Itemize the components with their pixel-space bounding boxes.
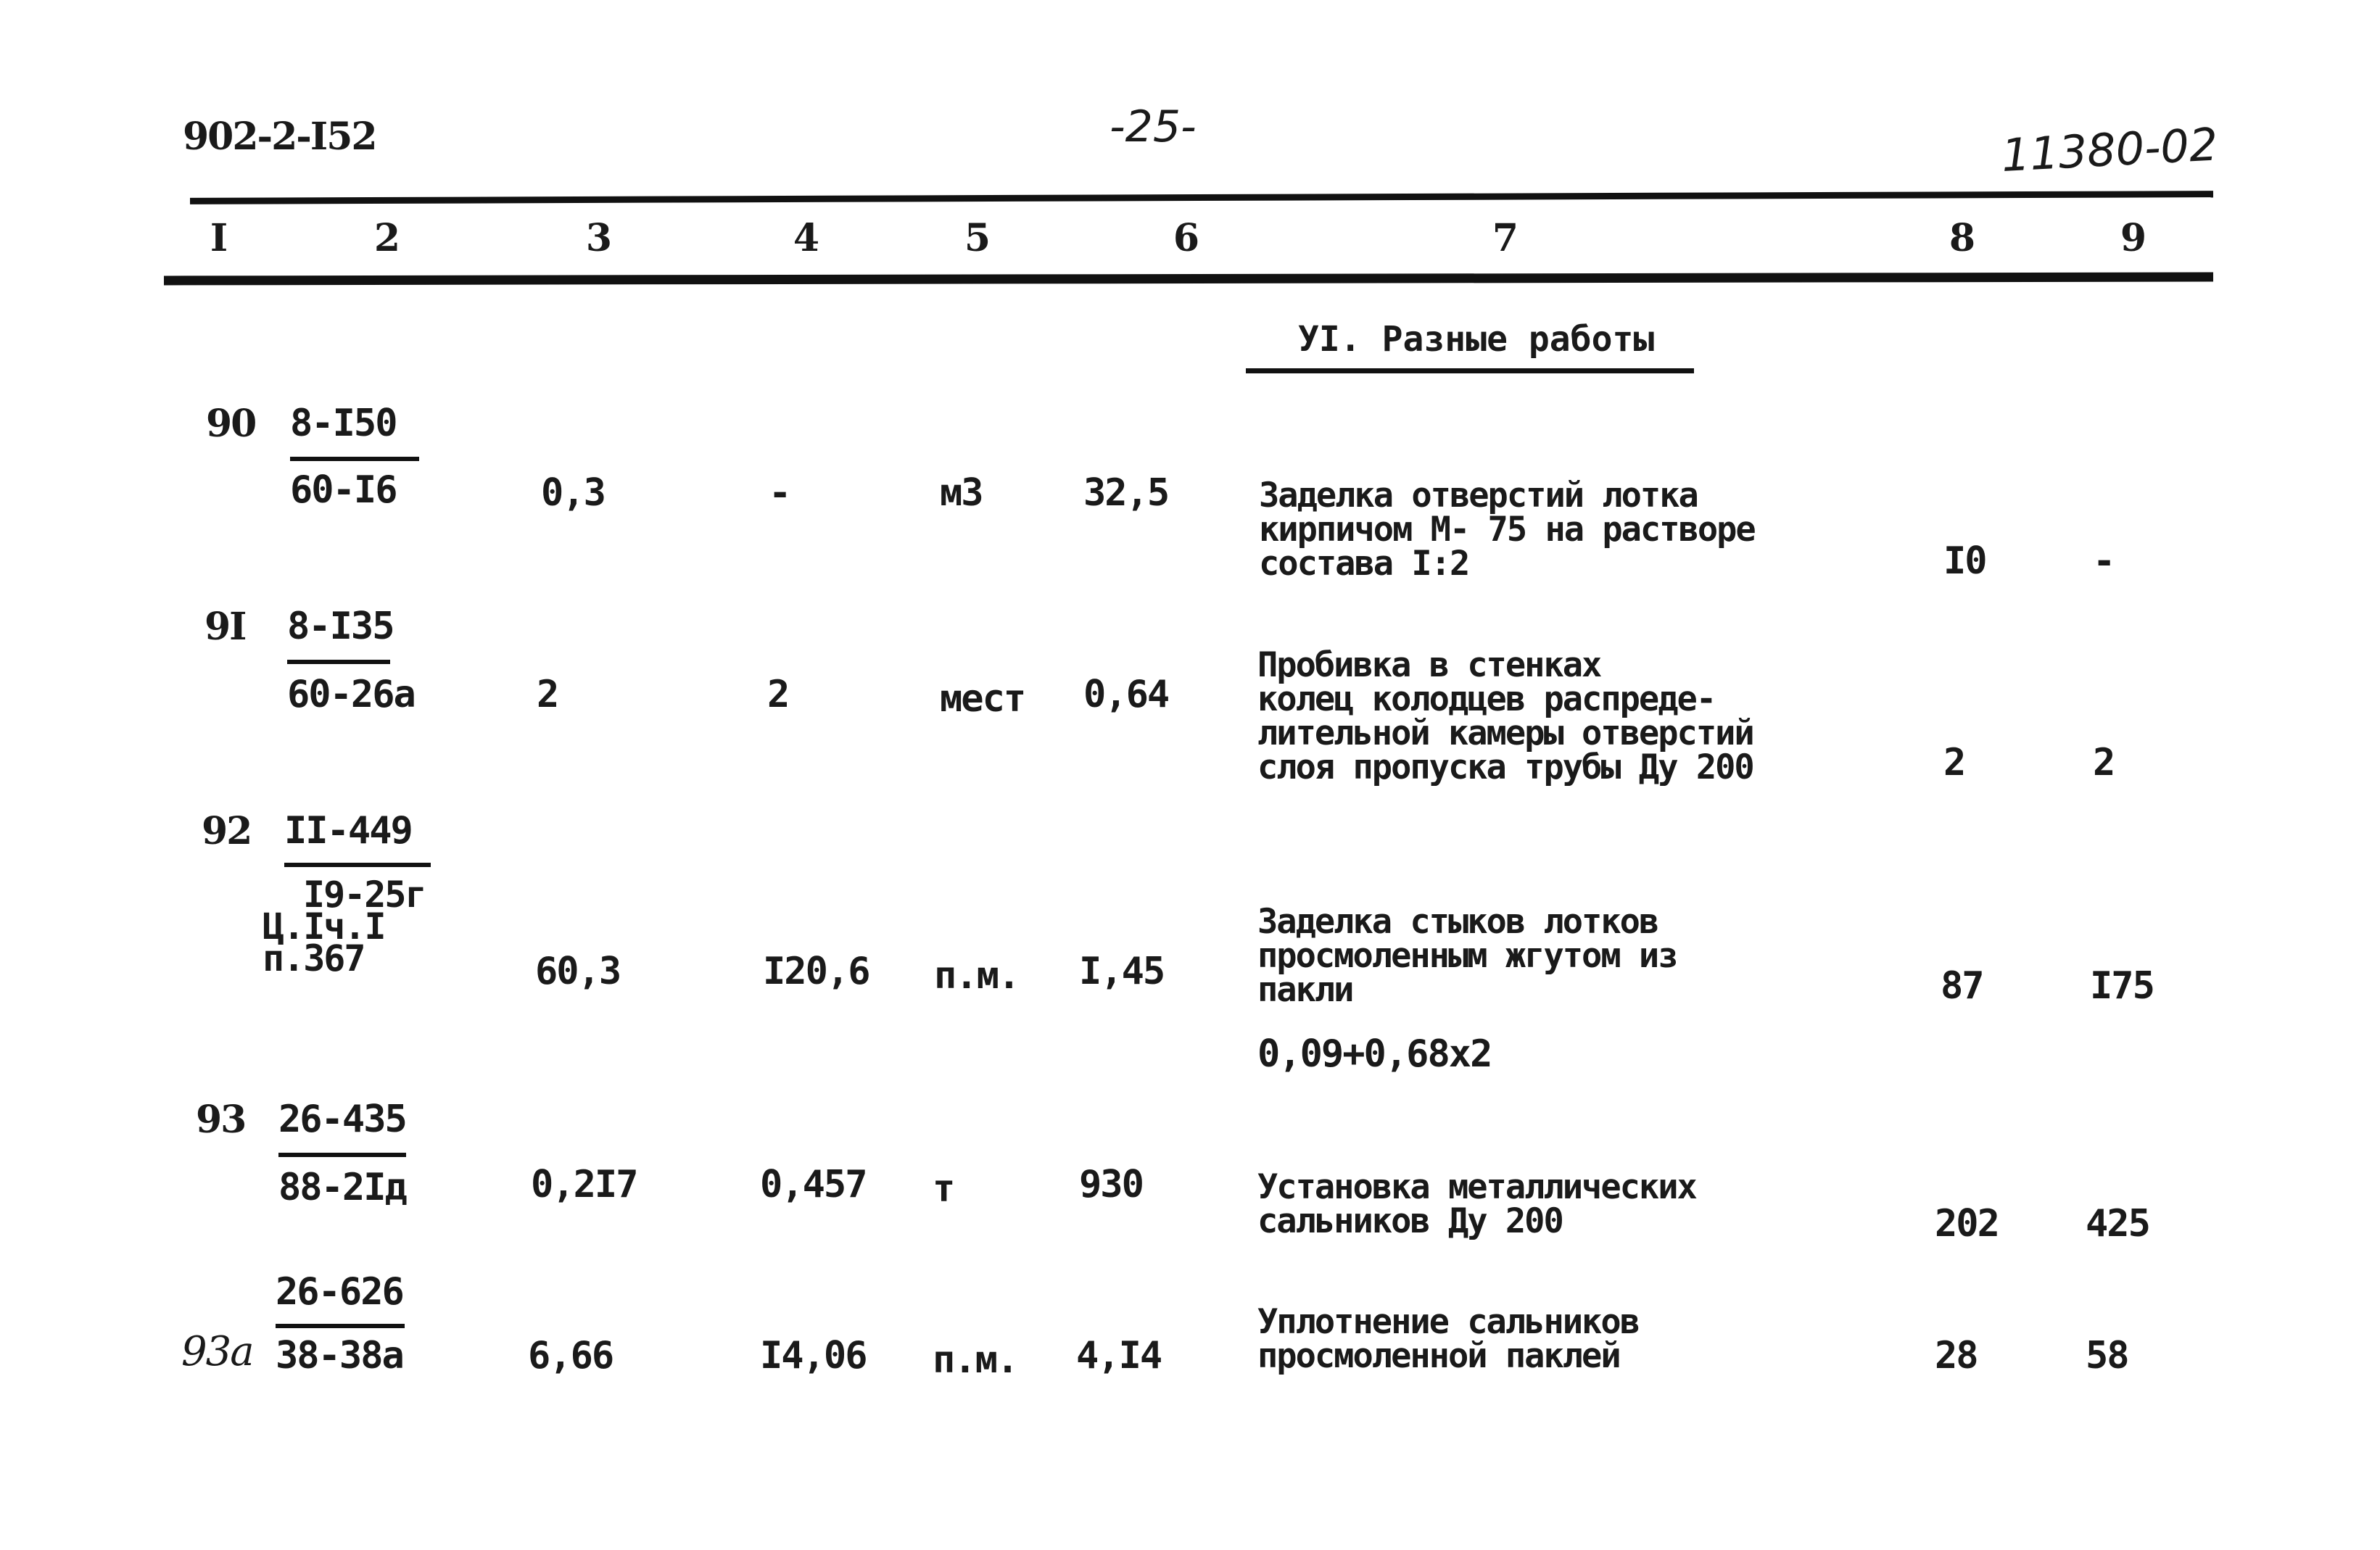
labor-value: 202 [1935, 1202, 1999, 1246]
norm-code: II-449 [284, 809, 412, 853]
work-description [1257, 645, 1753, 787]
total-quantity: - [769, 471, 790, 515]
table-header-rule [164, 273, 2213, 286]
quantity-per-unit: 60,3 [535, 950, 621, 993]
fraction-line [278, 1153, 406, 1157]
quantity-per-unit: 6,66 [528, 1334, 613, 1377]
description-line: Установка металлических [1257, 1167, 1696, 1207]
total-labor-value: - [2093, 539, 2115, 583]
row-number: 93а [181, 1328, 253, 1375]
unit: м3 [940, 471, 983, 515]
price-code-line: Ц.Iч.I [263, 905, 385, 948]
column-number-7: 7 [1492, 216, 1519, 260]
unit: т [933, 1167, 954, 1211]
fraction-line [290, 457, 419, 461]
description-line: Уплотнение сальников [1257, 1302, 1639, 1342]
price-code: 88-2Iд [278, 1166, 406, 1209]
work-description [1259, 476, 1755, 584]
section-title-underline [1246, 368, 1694, 373]
handwritten-reference: 11380-02 [2000, 117, 2220, 182]
calculation-note: 0,09+0,68х2 [1257, 1032, 1492, 1076]
description-line: лительной камеры отверстий [1257, 713, 1753, 753]
document-code: 902-2-I52 [183, 115, 376, 159]
unit-cost: 32,5 [1083, 471, 1169, 515]
unit-cost: I,45 [1079, 950, 1165, 993]
column-number-6: 6 [1173, 216, 1200, 260]
section-title: УI. Разные работы [1298, 319, 1655, 360]
description-line: Пробивка в стенках [1257, 645, 1601, 685]
table-top-rule [190, 191, 2213, 204]
price-code: 60-I6 [290, 468, 397, 512]
description-line: состава I:2 [1259, 544, 1469, 584]
labor-value: 2 [1943, 741, 1965, 784]
total-quantity: 2 [767, 673, 789, 716]
price-code [263, 874, 426, 979]
column-number-5: 5 [964, 216, 991, 260]
description-line: слоя пропуска трубы Ду 200 [1257, 747, 1753, 787]
total-labor-value: I75 [2090, 964, 2154, 1008]
description-line: кирпичом М- 75 на растворе [1259, 510, 1755, 550]
total-labor-value: 2 [2093, 741, 2115, 784]
norm-code: 26-435 [278, 1098, 406, 1141]
row-number: 90 [206, 402, 256, 446]
row-number: 93 [196, 1098, 246, 1142]
unit: мест [940, 677, 1025, 721]
quantity-per-unit: 0,2I7 [531, 1163, 637, 1206]
column-number-2: 2 [373, 216, 401, 260]
column-number-1: I [210, 216, 228, 260]
labor-value: 28 [1935, 1334, 1978, 1377]
work-description [1257, 1302, 1639, 1376]
description-line: сальников Ду 200 [1257, 1201, 1563, 1241]
row-number: 9I [204, 605, 246, 649]
price-code-line: I9-25г [303, 874, 426, 916]
price-code: 38-38а [276, 1334, 403, 1377]
unit-cost: 0,64 [1083, 673, 1169, 716]
total-quantity: 0,457 [760, 1163, 867, 1206]
unit-cost: 4,I4 [1076, 1334, 1162, 1377]
description-line: колец колодцев распреде- [1257, 679, 1716, 719]
column-number-8: 8 [1949, 216, 1976, 260]
description-line: просмоленным жгутом из [1257, 936, 1677, 976]
page-number: -25- [1110, 101, 1197, 152]
quantity-per-unit: 2 [537, 673, 558, 716]
total-quantity: I4,06 [760, 1334, 867, 1377]
labor-value: I0 [1943, 539, 1986, 583]
work-description [1257, 902, 1677, 1010]
quantity-per-unit: 0,3 [541, 471, 605, 515]
price-code: 60-26а [287, 673, 415, 716]
description-line: Заделка отверстий лотка [1259, 476, 1698, 515]
total-quantity: I20,6 [763, 950, 869, 993]
price-code-line: п.367 [263, 937, 365, 979]
unit: п.м. [933, 1338, 1018, 1382]
norm-code: 26-626 [276, 1270, 403, 1314]
row-number: 92 [202, 809, 252, 853]
fraction-line [284, 863, 431, 867]
description-line: пакли [1257, 970, 1353, 1010]
norm-code: 8-I50 [290, 402, 397, 445]
description-line: просмоленной паклей [1257, 1336, 1620, 1376]
norm-code: 8-I35 [287, 605, 394, 648]
labor-value: 87 [1941, 964, 1983, 1008]
column-number-9: 9 [2120, 216, 2147, 260]
fraction-line [287, 660, 390, 664]
unit: п.м. [934, 954, 1020, 998]
column-number-4: 4 [793, 216, 820, 260]
work-description [1257, 1167, 1696, 1241]
description-line: Заделка стыков лотков [1257, 902, 1658, 942]
total-labor-value: 58 [2086, 1334, 2128, 1377]
unit-cost: 930 [1079, 1163, 1143, 1206]
column-number-3: 3 [585, 216, 613, 260]
fraction-line [276, 1324, 405, 1328]
total-labor-value: 425 [2086, 1202, 2149, 1246]
